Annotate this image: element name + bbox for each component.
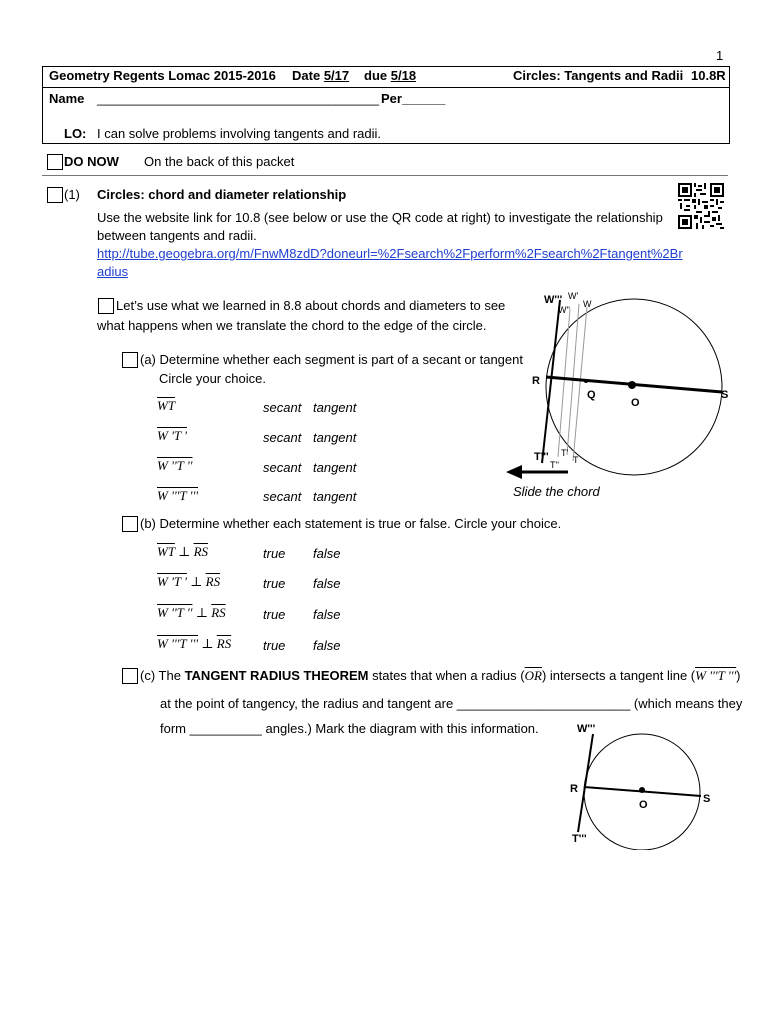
label2-o: O [639,799,648,811]
header-divider [42,87,729,88]
choice-tangent-1[interactable]: tangent [313,430,357,445]
choice-secant-1[interactable]: secant [263,430,302,445]
lo-text: I can solve problems involving tangents and radii. [97,126,381,141]
label-w1: W' [568,291,579,301]
choice-tangent-2[interactable]: tangent [313,460,357,475]
point-q [584,379,588,383]
stmt-b-2: W ''T '' ⊥ $\overline{RS}$ [157,605,226,620]
stmt-b-0: $\overline{WT}$ ⊥ $\overline{RS}$ [157,544,209,559]
label-s: S [721,389,729,401]
choice-true-1[interactable]: true [263,576,286,591]
stmt-b-3: W '''T ''' ⊥ $\overline{RS}$ [157,636,232,651]
name-label: Name [49,91,85,106]
part-a-label: (a) Determine whether each segment is part of a secant or tangent [140,352,523,367]
section-number: 10.8R [691,68,726,83]
qr-code-icon[interactable] [678,183,724,229]
course-title: Geometry Regents Lomac 2015-2016 [49,68,276,83]
choice-tangent-3[interactable]: tangent [313,489,357,504]
lo-label: LO: [64,126,87,141]
label-w3: W''' [544,294,563,306]
lets-use-line2: what happens when we translate the chord to the edge of the circle. [97,318,487,333]
part-a-checkbox[interactable] [122,352,138,368]
seg-a-0: $\overline{WT}$ [157,398,176,413]
label2-t: T''' [572,833,587,845]
part-c-line3: form __________ angles.) Mark the diagram with this information. [160,721,539,736]
slide-chord-caption: Slide the chord [513,484,600,499]
do-now-label: DO NOW [64,154,119,169]
theorem-name: TANGENT RADIUS THEOREM [184,668,369,683]
do-now-text: On the back of this packet [144,154,295,169]
center-o [628,381,636,389]
seg-a-1: W 'T ' [157,428,187,443]
lets-use-checkbox[interactable] [98,298,114,314]
q1-number: (1) [64,187,80,202]
choice-tangent-0[interactable]: tangent [313,400,357,415]
part-c-line2: at the point of tangency, the radius and tangent are ________________________ (which means they [160,696,743,711]
label-r: R [532,375,540,387]
page-number: 1 [716,48,724,63]
center-o2 [639,787,645,793]
period-field[interactable]: Per______ [381,91,446,106]
q1-intro-line1: Use the website link for 10.8 (see below or use the QR code at right) to investigate the relationship [97,210,663,225]
choice-secant-3[interactable]: secant [263,489,302,504]
choice-false-0[interactable]: false [313,546,341,561]
label2-w: W''' [577,723,596,735]
q1-title: Circles: chord and diameter relationship [97,187,347,202]
tangent-line [578,734,593,832]
label-t: T [573,455,579,465]
lets-use-line1: Let’s use what we learned in 8.8 about chords and diameters to see [116,298,506,313]
choice-false-2[interactable]: false [313,607,341,622]
choice-false-1[interactable]: false [313,576,341,591]
slide-arrow-head [506,465,522,479]
part-c-line1: (c) The TANGENT RADIUS THEOREM states that when a radius $(\overline{OR})$ intersects a tangent line (W '''T ''') [140,668,741,683]
seg-a-2: W ''T '' [157,458,193,473]
name-line[interactable]: _______________________________________ [97,91,379,106]
seg-a-3: W '''T ''' [157,488,199,503]
label-t3: T''' [534,451,549,463]
slide-chord-diagram [470,285,740,505]
label-w2: W'' [558,305,570,315]
label2-s: S [703,793,711,805]
chord-w3t3 [542,300,560,463]
label-t2: T'' [550,460,559,470]
due-label: due 5/18 [364,68,417,83]
part-b-label: (b) Determine whether each statement is true or false. Circle your choice. [140,516,562,531]
date-value: 5/17 [323,68,350,83]
topic-title: Circles: Tangents and Radii [513,68,684,83]
choice-secant-0[interactable]: secant [263,400,302,415]
choice-true-3[interactable]: true [263,638,286,653]
label-t1: T' [561,448,569,458]
q1-checkbox[interactable] [47,187,63,203]
label-o: O [631,397,640,409]
part-a-label2: Circle your choice. [159,371,266,386]
date-label: Date 5/17 [292,68,350,83]
choice-false-3[interactable]: false [313,638,341,653]
label2-r: R [570,783,578,795]
geogebra-link-cont[interactable]: adius [97,264,129,279]
section-divider [42,175,728,176]
stmt-b-1: W 'T ' ⊥ $\overline{RS}$ [157,574,221,589]
q1-intro-line2: between tangents and radii. [97,228,257,243]
label-q: Q [587,389,596,401]
choice-true-0[interactable]: true [263,546,286,561]
tangent-radius-diagram [555,718,730,850]
choice-true-2[interactable]: true [263,607,286,622]
part-c-checkbox[interactable] [122,668,138,684]
due-value: 5/18 [390,68,417,83]
do-now-checkbox[interactable] [47,154,63,170]
label-w: W [583,299,592,309]
choice-secant-2[interactable]: secant [263,460,302,475]
chord-wt [573,307,587,461]
part-b-checkbox[interactable] [122,516,138,532]
header-bottom-rule [42,143,729,144]
geogebra-link[interactable]: http://tube.geogebra.org/m/FnwM8zdD?doneurl=%2Fsearch%2Fperform%2Fsearch%2Ftangent%2Br [97,246,683,261]
